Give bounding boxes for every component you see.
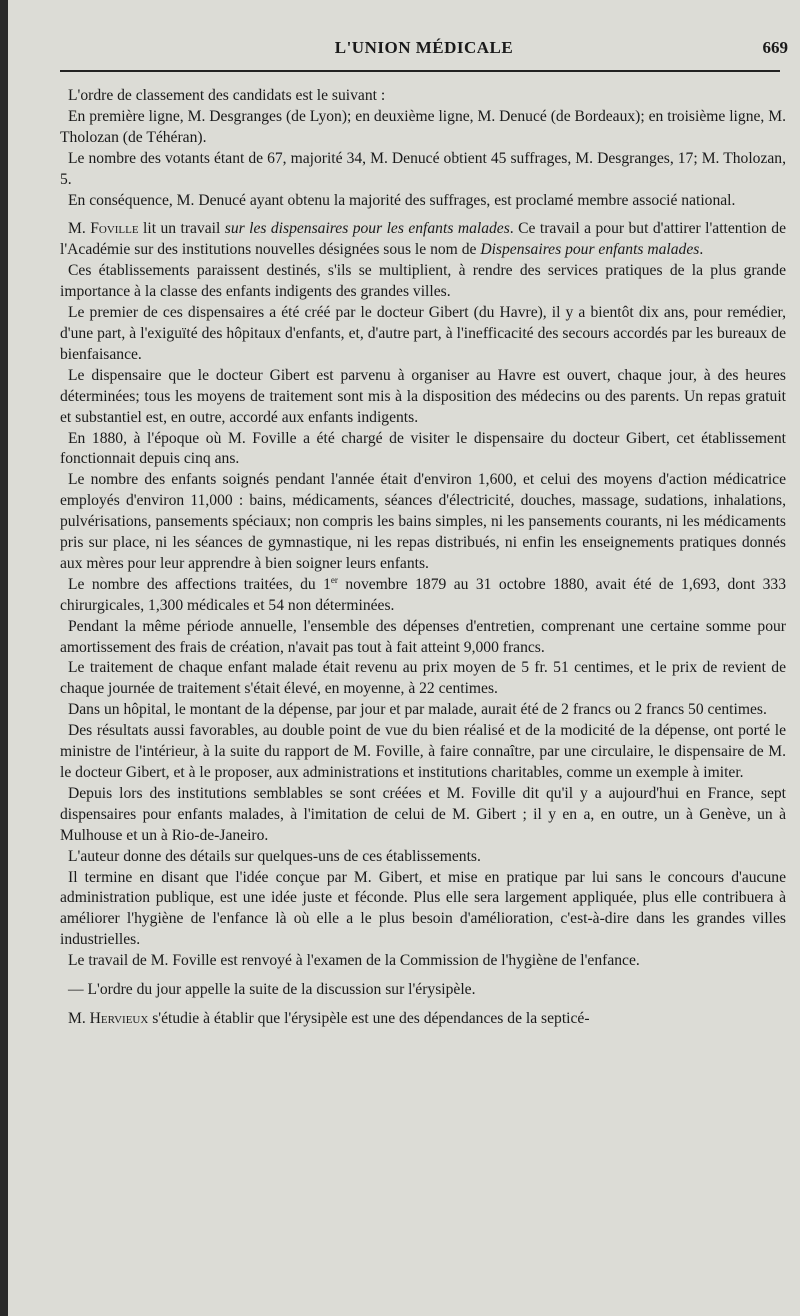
paragraph-resultats: Des résultats aussi favorables, au double point de vue du bien réalisé et de la modicité de la dépense, ont porté le ministre de l'intérieur, à la suite du rapport de M. Foville, à faire connaître, par une circulaire, le dispensaire de M. le docteur Gibert, et à le proposer, aux administrations et institutions charitables, comme un exemple à imiter. — [60, 722, 786, 781]
paragraph-premier-dispensaire: Le premier de ces dispensaires a été créé par le docteur Gibert (du Havre), il y a bientôt dix ans, pour remédier, d'une part, à l'exiguïté des hôpitaux d'enfants, et, d'autre part, à l'inefficacité des secours accordés par les bureaux de bienfaisance. — [60, 304, 786, 363]
running-header — [48, 38, 800, 64]
page-number: 669 — [762, 38, 788, 57]
paragraph-votants: Le nombre des votants étant de 67, majorité 34, M. Denucé obtient 45 suffrages, M. Desgranges, 17; M. Tholozan, 5. — [60, 149, 786, 188]
paragraph-classement: L'ordre de classement des candidats est le suivant : — [68, 87, 386, 104]
paragraph-renvoi: Le travail de M. Foville est renvoyé à l'examen de la Commission de l'hygiène de l'enfance. — [68, 952, 640, 970]
paragraph-conclusion: Il termine en disant que l'idée conçue par M. Gibert, et mise en pratique par lui sans le concours d'aucune administration publique, est une idée juste et féconde. Plus elle sera largement appliquée, plus elle contribuera à améliorer l'hygiène de l'enfance là où elle a le plus besoin d'amélioration, c'est-à-dire dans les grandes villes industrielles. — [60, 868, 786, 949]
header-rule — [60, 70, 780, 72]
paragraph-1880: En 1880, à l'époque où M. Foville a été chargé de visiter le dispensaire du docteur Gibert, cet établissement fonctionnait depuis cinq ans. — [60, 429, 786, 468]
author-name: Hervieux — [89, 1009, 149, 1027]
paragraph-dispensaire-havre: Le dispensaire que le docteur Gibert est parvenu à organiser au Havre est ouvert, chaque jour, à des heures déterminées; tous les moyens de traitement sont mis à la disposition des médecins ou des parents. Un repas gratuit et substantiel est, en outre, accordé aux enfants indigents. — [60, 366, 786, 426]
paragraph-nombre-enfants: Le nombre des enfants soignés pendant l'année était d'environ 1,600, et celui des moyens d'action médicatrice employés d'environ 11,000 : bains, médicaments, séances d'électricité, douches, massage, sudations, inhalations, pulvérisations, pansements spéciaux; non compris les bains simples, ni les pansements courants, ni les médicaments pris sur place, ni les séances de gymnastique, ni les repas distribués, ni enfin les enseignements pratiques donnés aux mères pour leur apprendre à bien soigner leurs enfants. — [60, 471, 786, 572]
paragraph-etablissements: Ces établissements paraissent destinés, s'ils se multiplient, à rendre des services pratiques de la plus grande importance à la classe des enfants indigents des grandes villes. — [60, 262, 786, 301]
paragraph-institutions: Depuis lors des institutions semblables se sont créées et M. Foville dit qu'il y a aujourd'hui en France, sept dispensaires pour enfants malades, à l'imitation de celui de M. Gibert ; il y en a, en outre, un à Genève, un à Mulhouse et un à Rio-de-Janeiro. — [60, 784, 786, 844]
paragraph-affections: Le nombre des affections traitées, du 1er novembre 1879 au 31 octobre 1880, avait été de 1,693, dont 333 chirurgicales, 1,300 médicales et 54 non déterminées. — [60, 574, 786, 614]
journal-title: L'UNION MÉDICALE — [334, 38, 514, 57]
paragraph-lignes: En première ligne, M. Desgranges (de Lyon); en deuxième ligne, M. Denucé (de Bordeaux); en troisième ligne, M. Tholozan (de Téhéran). — [60, 107, 786, 146]
author-name: Foville — [90, 220, 139, 238]
paragraph-proclamation: En conséquence, M. Denucé ayant obtenu la majorité des suffrages, est proclamé membre associé national. — [68, 191, 736, 209]
work-title: sur les dispensaires pour les enfants malades — [224, 220, 510, 238]
article-body — [60, 86, 786, 1030]
institution-name: Dispensaires pour enfants malades — [480, 241, 700, 259]
paragraph-depenses: Pendant la même période annuelle, l'ensemble des dépenses d'entretien, comprenant une certaine somme pour amortissement des frais de création, n'avait pas tout à fait atteint 9,000 francs. — [60, 617, 786, 656]
paragraph-foville-intro: M. Foville lit un travail sur les dispensaires pour les enfants malades. Ce travail a pour but d'attirer l'attention de l'Académie sur des institutions nouvelles désignées sous le nom de Dispensaires pour enfants malades. — [60, 220, 786, 259]
paragraph-hopital: Dans un hôpital, le montant de la dépense, par jour et par malade, aurait été de 2 francs ou 2 francs 50 centimes. — [68, 701, 767, 719]
paragraph-details: L'auteur donne des détails sur quelques-uns de ces établissements. — [68, 847, 481, 865]
paragraph-traitement: Le traitement de chaque enfant malade était revenu au prix moyen de 5 fr. 51 centimes, et le prix de revient de chaque journée de traitement s'était élevé, en moyenne, à 22 centimes. — [60, 659, 786, 698]
document-page — [8, 0, 800, 1316]
paragraph-hervieux: M. Hervieux s'étudie à établir que l'érysipèle est une des dépendances de la septicé- — [68, 1009, 590, 1027]
paragraph-ordre-du-jour: — L'ordre du jour appelle la suite de la discussion sur l'érysipèle. — [68, 981, 476, 999]
